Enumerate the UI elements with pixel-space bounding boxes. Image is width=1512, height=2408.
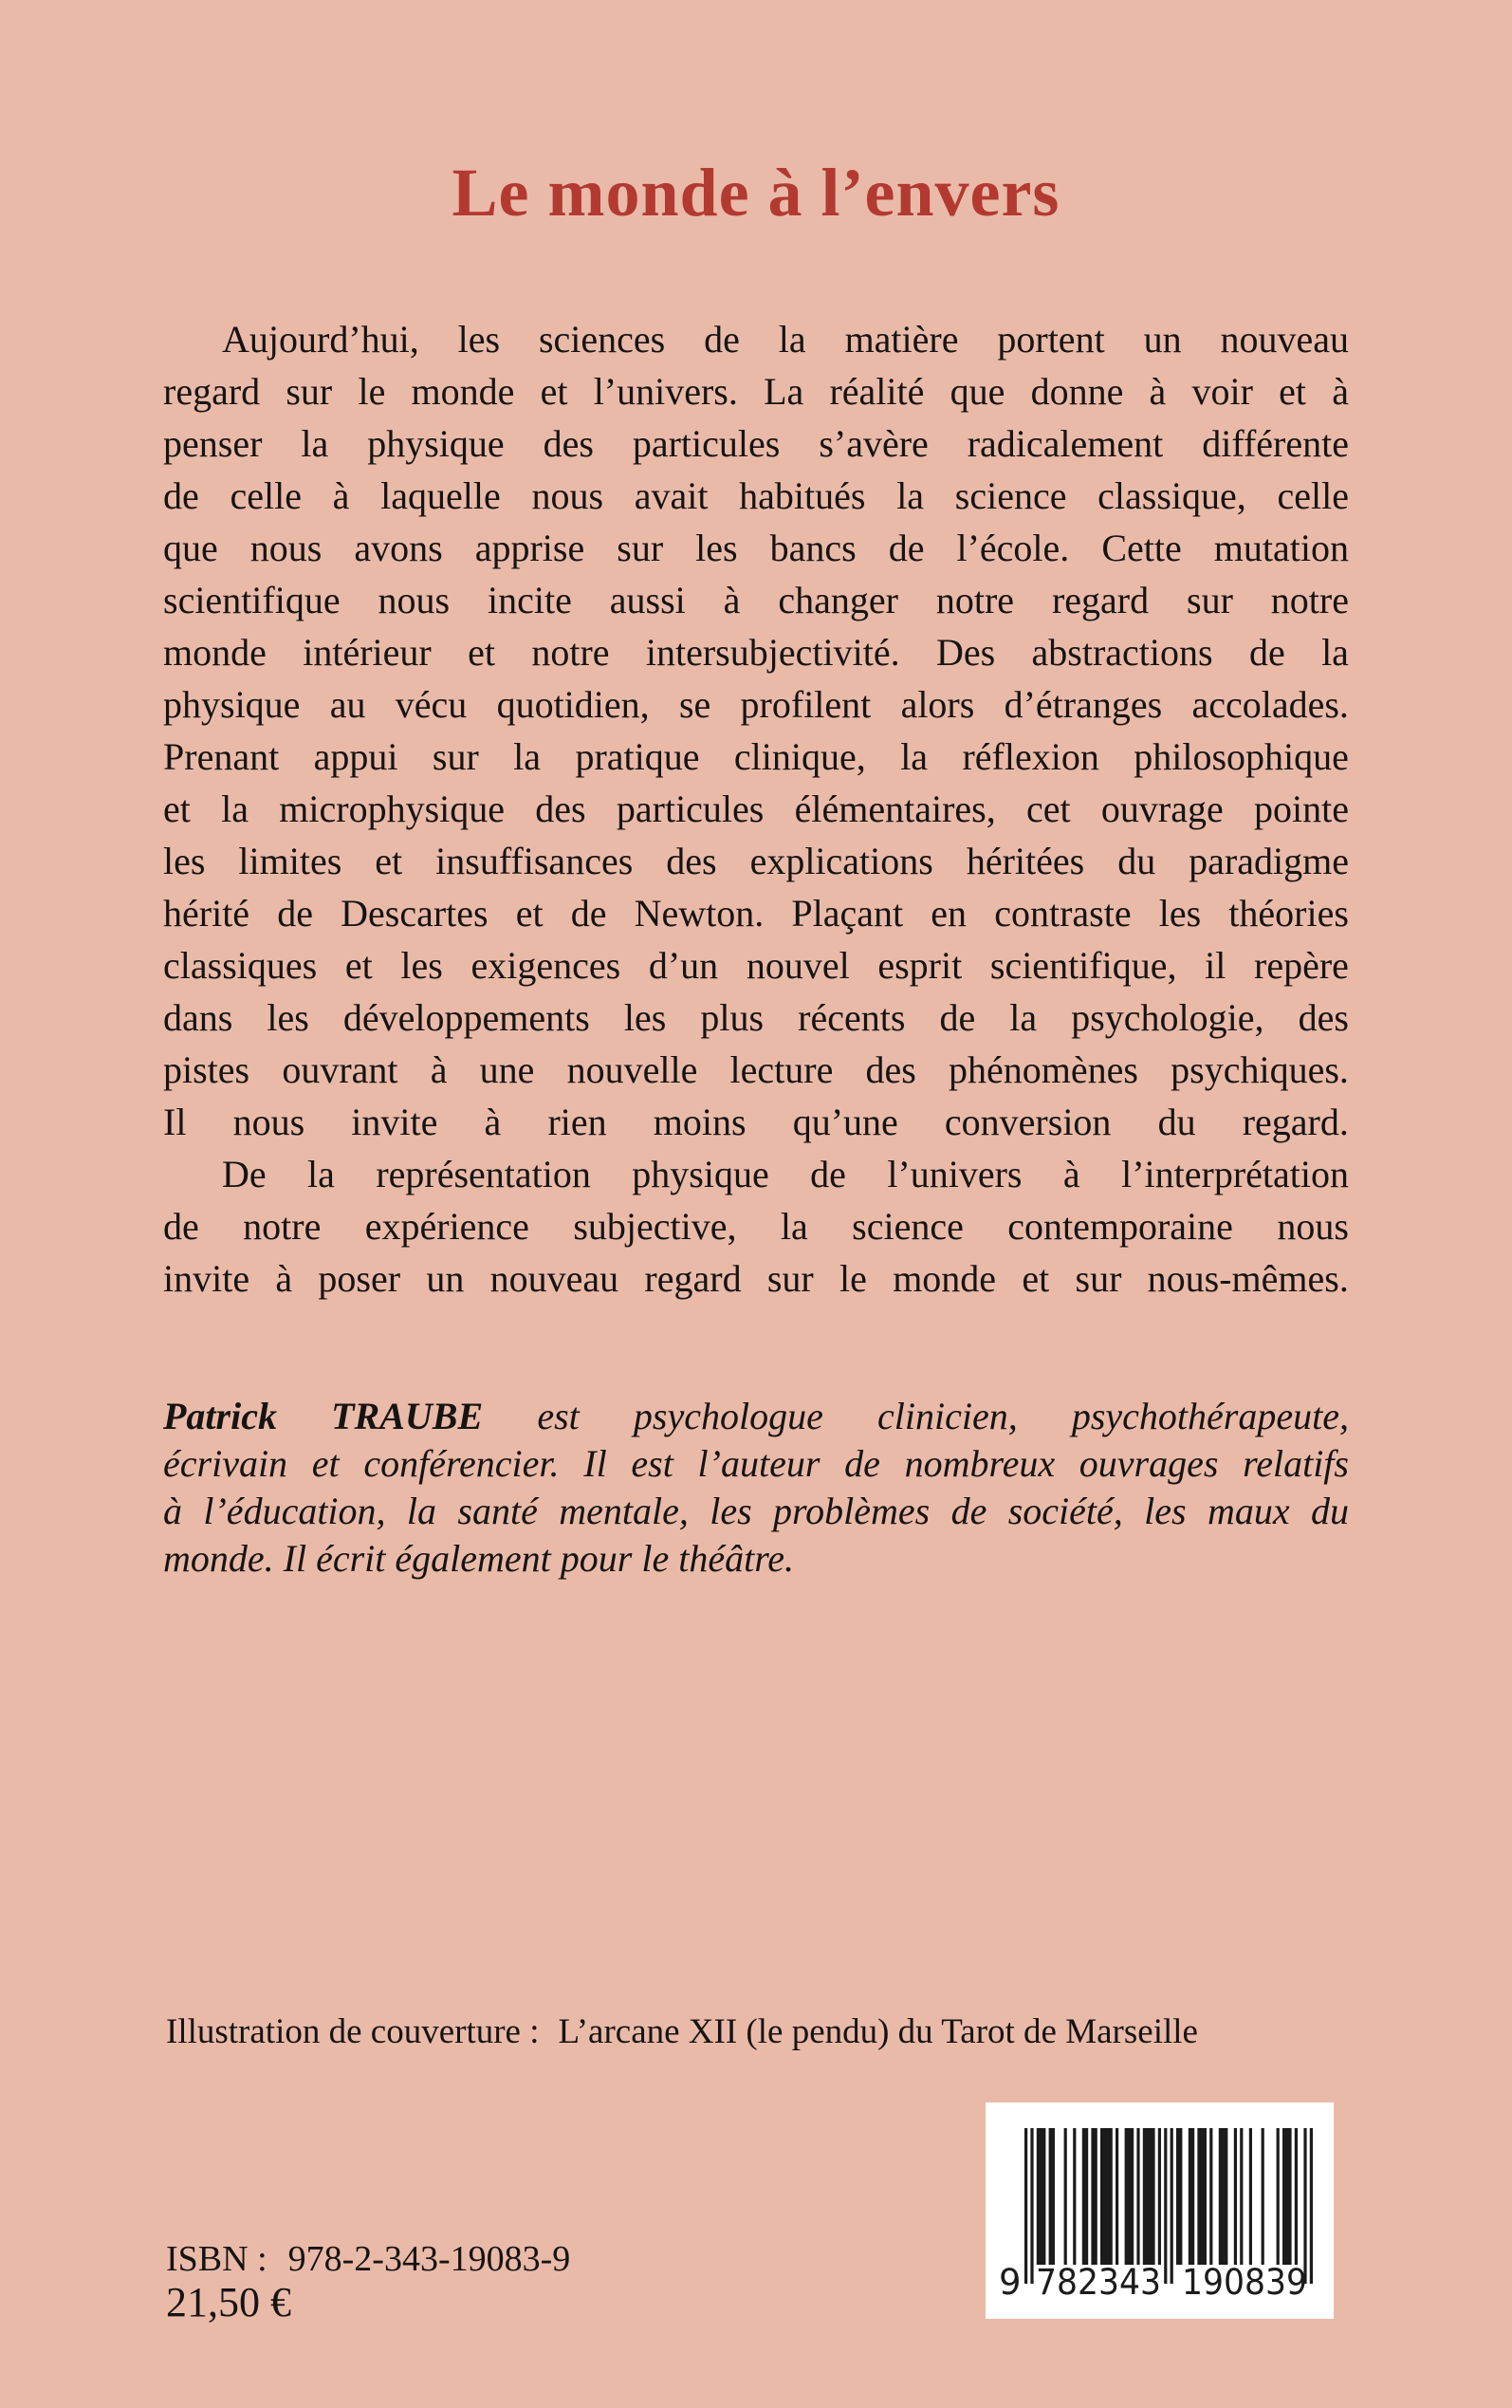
text-line: à l’éducation, la santé mentale, les problèmes de société, les maux du [163, 1490, 1349, 1532]
text-line: scientifique nous incite aussi à changer notre regard sur notre [163, 579, 1349, 621]
text-line: Patrick TRAUBE est psychologue clinicien, psychothérapeute, [163, 1395, 1349, 1437]
text-line: les limites et insuffisances des explications héritées du paradigme [163, 840, 1349, 882]
text-line: que nous avons apprise sur les bancs de l’école. Cette mutation [163, 527, 1349, 569]
text-line: Il nous invite à rien moins qu’une conversion du regard. [163, 1101, 1349, 1143]
text-line: hérité de Descartes et de Newton. Plaçant en contraste les théories [163, 892, 1349, 935]
book-title: Le monde à l’envers [452, 155, 1060, 231]
isbn-number: 978-2-343-19083-9 [287, 2239, 571, 2279]
synopsis [163, 313, 1349, 1305]
author-bio [163, 1393, 1349, 1583]
barcode-svg [986, 2102, 1334, 2319]
svg-text:782343: 782343 [1036, 2262, 1161, 2303]
text-line: classiques et les exigences d’un nouvel esprit scientifique, il repère [163, 944, 1349, 987]
price: 21,50 € [166, 2279, 291, 2325]
illustration-credit-label: Illustration de couverture : [166, 2012, 540, 2051]
text-line: pistes ouvrant à une nouvelle lecture des phénomènes psychiques. [163, 1048, 1349, 1091]
isbn-line [166, 2238, 570, 2280]
synopsis-paragraph [163, 313, 1349, 1148]
text-line: écrivain et conférencier. Il est l’auteur de nombreux ouvrages relatifs [163, 1442, 1349, 1485]
svg-text:190839: 190839 [1182, 2262, 1307, 2303]
illustration-credit-value: L’arcane XII (le pendu) du Tarot de Marseille [558, 2012, 1198, 2051]
text-line: Prenant appui sur la pratique clinique, la réflexion philosophique [163, 735, 1349, 778]
synopsis-paragraph [163, 1148, 1349, 1305]
text-line: monde. Il écrit également pour le théâtre. [163, 1537, 795, 1580]
text-line: invite à poser un nouveau regard sur le monde et sur nous-mêmes. [163, 1257, 1349, 1300]
text-line: de notre expérience subjective, la science contemporaine nous [163, 1205, 1349, 1248]
illustration-credit [166, 2011, 1198, 2052]
text-line: monde intérieur et notre intersubjectivité. Des abstractions de la [163, 631, 1349, 674]
barcode [986, 2102, 1334, 2319]
text-line: de celle à laquelle nous avait habitués la science classique, celle [163, 474, 1349, 517]
text-line: physique au vécu quotidien, se profilent alors d’étranges accolades. [163, 683, 1349, 726]
svg-text:9: 9 [999, 2262, 1022, 2303]
isbn-label: ISBN : [166, 2239, 267, 2279]
text-line: penser la physique des particules s’avère radicalement différente [163, 422, 1349, 465]
text-line: dans les développements les plus récents de la psychologie, des [163, 996, 1349, 1039]
text-line: regard sur le monde et l’univers. La réalité que donne à voir et à [163, 370, 1349, 413]
text-line: De la représentation physique de l’univers à l’interprétation [222, 1153, 1349, 1195]
text-line: et la microphysique des particules élémentaires, cet ouvrage pointe [163, 787, 1349, 830]
text-line: Aujourd’hui, les sciences de la matière portent un nouveau [222, 318, 1349, 361]
